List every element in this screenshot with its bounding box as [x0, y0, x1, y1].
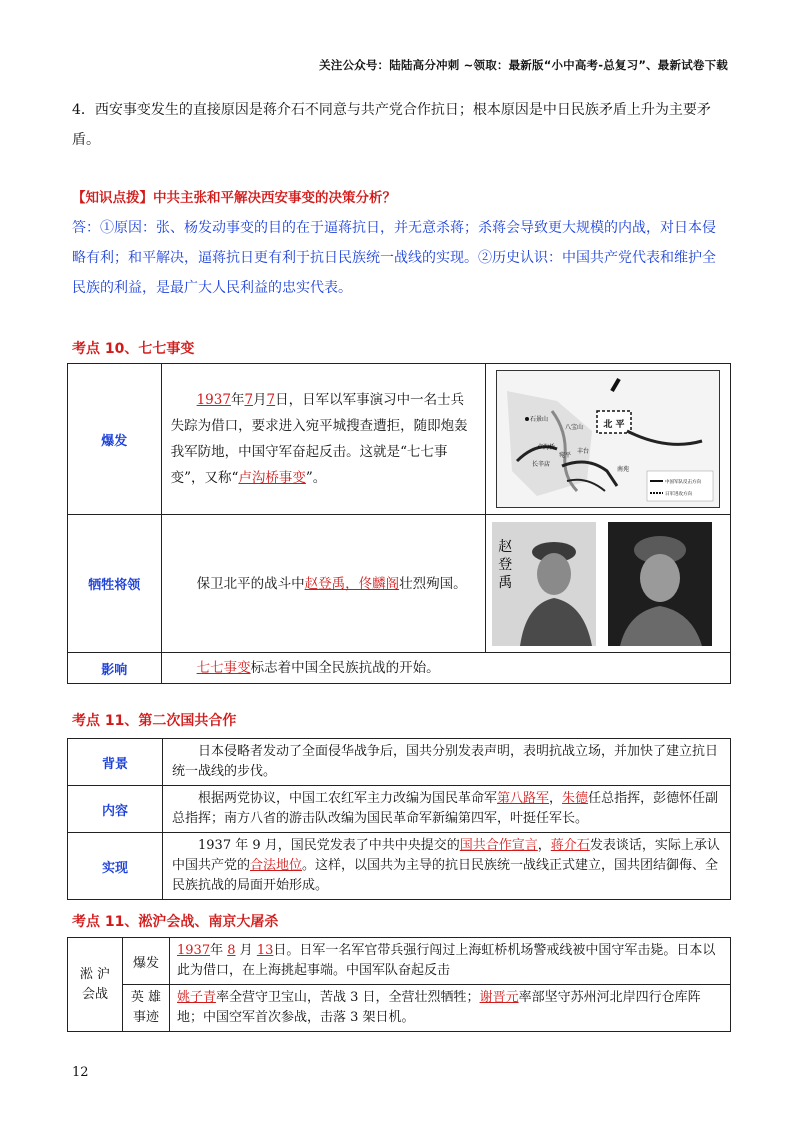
section-11b-table	[67, 937, 731, 1032]
section-11b-title: 考点 11、淞沪会战、南京大屠杀	[72, 914, 279, 930]
legend-label-1: 中国军队反击方向	[665, 480, 702, 485]
realize-text	[164, 834, 729, 898]
hero-text-1: 率全营守卫宝山，苦战 3 日，全营壮烈牺牲；	[216, 990, 480, 1005]
impact-label: 影响	[68, 653, 162, 684]
place-label-7: 南苑	[617, 466, 630, 473]
martyrs-cell	[161, 515, 486, 653]
outbreak-text-2: ”。	[305, 470, 327, 486]
lugouqiao-map	[496, 370, 720, 508]
place-label-3: 卢沟桥	[537, 444, 556, 451]
outbreak-year-suffix: 年	[230, 392, 245, 408]
section-11a-table	[67, 738, 731, 900]
section-11a-title: 考点 11、第二次国共合作	[72, 713, 237, 729]
realize-text-4: 。这样，以国共为主导的抗日民族统一战线正式建立，国共团结御侮、全民族抗战的局面开始形成。	[172, 858, 719, 893]
content-label: 内容	[68, 786, 163, 833]
realize-text-2: ，	[537, 838, 551, 853]
impact-text	[163, 654, 729, 682]
section-10-title: 考点 10、七七事变	[72, 341, 195, 357]
hero-label: 英 雄 事迹	[123, 985, 170, 1032]
outbreak-day: 7	[266, 392, 276, 408]
sh-year-suffix: 年	[210, 943, 224, 958]
page-header: 关注公众号：陆陆高分冲刺 ~领取：最新版“小中高考-总复习”、最新试卷下载	[319, 58, 728, 72]
knowledge-block	[72, 183, 732, 303]
background-label: 背景	[68, 739, 163, 786]
map-cell	[486, 364, 731, 515]
outbreak-text	[163, 385, 485, 493]
hero-text-2: 率部坚守苏州河北岸四行仓库阵地；中国空军首次参战，击落 3 架日机。	[177, 990, 701, 1025]
content-text-2: ，	[549, 791, 563, 806]
zhao-dengyu-photo	[492, 522, 596, 646]
impact-event: 七七事变	[196, 660, 251, 676]
outbreak-month-suffix: 月	[253, 392, 267, 408]
kmt-cpc-declaration: 国共合作宣言	[459, 838, 538, 853]
shanghai-outbreak-text	[171, 939, 729, 983]
legend-label-2: 日军进攻方向	[665, 492, 693, 497]
point-4-line-2: 盾。	[72, 132, 100, 148]
shanghai-outbreak-cell	[170, 938, 731, 985]
outbreak-label: 爆发	[68, 364, 162, 515]
outbreak-alias: 卢沟桥事变	[238, 470, 306, 486]
sh-month-suffix: 月	[239, 943, 253, 958]
portrait-icon-2	[608, 522, 712, 646]
place-label-2: 八宝山	[565, 424, 584, 431]
sh-outbreak-desc: 日。日军一名军官带兵强行闯过上海虹桥机场警戒线被中国守军击毙。日本以此为借口，在上海挑起事端。中国军队奋起反击	[177, 943, 716, 978]
point-4-paragraph	[72, 95, 732, 155]
content-cell	[163, 786, 731, 833]
place-label-6: 长辛店	[532, 461, 551, 468]
martyrs-text	[163, 569, 485, 599]
place-label-5: 丰台	[577, 448, 590, 455]
beiping-label: 北 平	[603, 420, 625, 430]
outbreak-year: 1937	[196, 392, 231, 408]
knowledge-line-2: 略有利；和平解决，逼蒋抗日更有利于抗日民族统一战线的实现。②历史认识：中国共产党代表和维护全	[72, 250, 716, 266]
sh-year: 1937	[177, 943, 211, 958]
section-10-table	[67, 363, 731, 684]
sh-day: 13	[256, 943, 274, 958]
place-label-1: 石景山	[530, 416, 549, 423]
martyrs-label: 牺牲将领	[68, 515, 162, 653]
page-number: 12	[72, 1065, 89, 1080]
place-dot	[525, 417, 529, 421]
realize-text-3: 发表谈话，实际上承认中国共产党的	[172, 838, 720, 873]
realize-cell	[163, 833, 731, 900]
content-text-1: 根据两党协议，中国工农红军主力改编为国民革命军	[198, 791, 498, 806]
impact-cell	[161, 653, 730, 684]
background-cell	[163, 739, 731, 786]
background-text: 日本侵略者发动了全面侵华战争后，国共分别发表声明，表明抗战立场，并加快了建立抗日统一战线的步伐。	[172, 744, 719, 779]
yao-ziqing: 姚子青	[177, 990, 217, 1005]
martyrs-names: 赵登禹，佟麟阁	[304, 575, 400, 592]
martyrs-text-2: 壮烈殉国。	[399, 575, 467, 592]
outbreak-month: 7	[244, 392, 254, 408]
legal-status: 合法地位	[250, 858, 303, 873]
place-label-4: 宛平	[559, 452, 572, 459]
knowledge-title: 【知识点拨】中共主张和平解决西安事变的决策分析？	[72, 190, 396, 206]
battle-label: 淞 沪 会战	[68, 938, 123, 1032]
photo-caption: 赵登禹	[498, 538, 513, 591]
point-4-line-1: 4．西安事变发生的直接原因是蒋介石不同意与共产党合作抗日；根本原因是中日民族矛盾上升为主要矛	[72, 102, 711, 118]
hero-text	[171, 986, 729, 1030]
content-text	[164, 787, 729, 831]
xie-jinyuan: 谢晋元	[479, 990, 519, 1005]
shanghai-outbreak-label: 爆发	[123, 938, 170, 985]
martyrs-text-1: 保卫北平的战斗中	[196, 575, 305, 592]
tong-linge-photo	[608, 522, 712, 646]
hero-cell	[170, 985, 731, 1032]
content-text-3: 任总指挥，彭德怀任副总指挥；南方八省的游击队改编为国民革命军新编第四军，叶挺任军长。	[172, 791, 719, 826]
knowledge-line-1: 答：①原因：张、杨发动事变的目的在于逼蒋抗日，并无意杀蒋；杀蒋会导致更大规模的内战，对日本侵	[72, 220, 716, 236]
outbreak-text-1: 日，日军以军事演习中一名士兵失踪为借口，要求进入宛平城搜查遭拒，随即炮轰我军防地，中国守军奋起反击。这就是“七七事变”，又称“	[170, 392, 468, 486]
realize-label: 实现	[68, 833, 163, 900]
chiang-kai-shek: 蒋介石	[550, 838, 590, 853]
outbreak-cell	[161, 364, 486, 515]
zhu-de: 朱德	[562, 791, 589, 806]
realize-text-1: 1937 年 9 月，国民党发表了中共中央提交的	[198, 838, 460, 853]
photos-cell	[486, 515, 731, 653]
impact-desc: 标志着中国全民族抗战的开始。	[250, 660, 440, 676]
knowledge-line-3: 民族的利益，是最广大人民利益的忠实代表。	[72, 280, 352, 296]
sh-month: 8	[227, 943, 236, 958]
eighth-route-army: 第八路军	[497, 791, 550, 806]
